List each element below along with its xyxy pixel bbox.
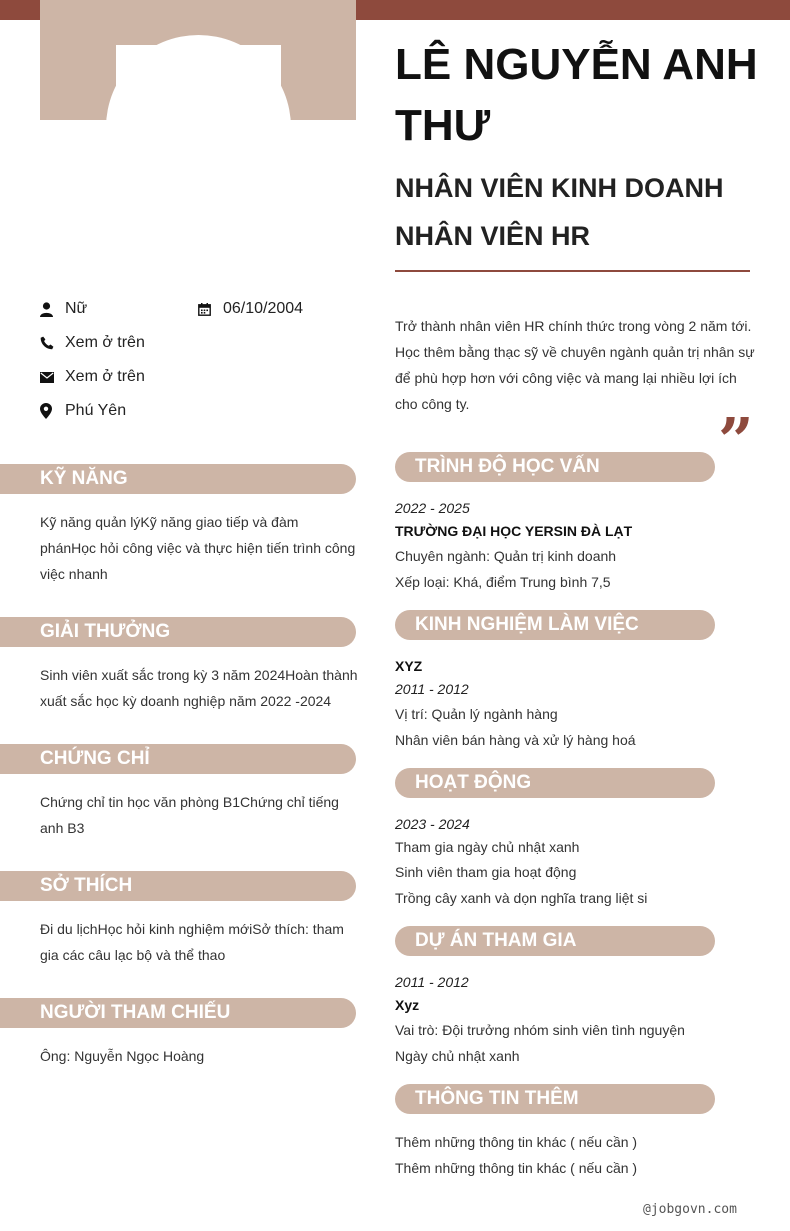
section-heading-certificates: CHỨNG CHỈ — [0, 744, 356, 774]
projects-description: Ngày chủ nhật xanh — [395, 1048, 520, 1064]
quote-icon: ” — [718, 404, 754, 477]
section-heading-experience: KINH NGHIỆM LÀM VIỆC — [395, 610, 715, 640]
projects-role: Vai trò: Đội trưởng nhóm sinh viên tình nguyện — [395, 1022, 685, 1038]
references-text: Ông: Nguyễn Ngọc Hoàng — [40, 1048, 205, 1064]
job-title-primary: NHÂN VIÊN KINH DOANH — [395, 173, 724, 203]
birthday-value: 06/10/2004 — [223, 300, 304, 317]
section-heading-skills: KỸ NĂNG — [0, 464, 356, 494]
additional-line: Thêm những thông tin khác ( nếu cần ) — [395, 1134, 638, 1150]
envelope-icon — [40, 372, 65, 383]
activities-period: 2023 - 2024 — [395, 816, 470, 832]
candidate-name: LÊ NGUYỄN ANH THƯ — [395, 40, 758, 150]
section-heading-projects: DỰ ÁN THAM GIA — [395, 926, 715, 956]
section-heading-education: TRÌNH ĐỘ HỌC VẤN — [395, 452, 715, 482]
activities-line: Trồng cây xanh và dọn nghĩa trang liệt si — [395, 890, 648, 906]
awards-text: Sinh viên xuất sắc trong kỳ 3 năm 2024Hoàn thành xuất sắc học kỳ doanh nghiệp năm 2022 -2024 — [40, 667, 358, 709]
phone-icon — [40, 336, 65, 350]
additional-line: Thêm những thông tin khác ( nếu cần ) — [395, 1160, 638, 1176]
user-icon — [40, 302, 65, 317]
education-major: Chuyên ngành: Quản trị kinh doanh — [395, 548, 617, 564]
skills-text: Kỹ năng quản lýKỹ năng giao tiếp và đàm phánHọc hỏi công việc và thực hiện tiến trình công việc nhanh — [40, 514, 356, 582]
info-email — [40, 367, 145, 387]
address-value: Phú Yên — [65, 402, 127, 419]
job-title-secondary: NHÂN VIÊN HR — [395, 221, 591, 251]
section-heading-hobbies: SỞ THÍCH — [0, 871, 356, 901]
education-grade: Xếp loại: Khá, điểm Trung bình 7,5 — [395, 574, 611, 590]
hobbies-text: Đi du lịchHọc hỏi kinh nghiệm mớiSở thích: tham gia các câu lạc bộ và thể thao — [40, 921, 344, 963]
header-divider — [395, 270, 750, 272]
phone-value: Xem ở trên — [65, 334, 145, 351]
projects-name: Xyz — [395, 997, 420, 1013]
info-gender — [40, 299, 87, 319]
section-heading-awards: GIẢI THƯỞNG — [0, 617, 356, 647]
projects-period: 2011 - 2012 — [395, 974, 469, 990]
info-phone — [40, 333, 145, 353]
education-period: 2022 - 2025 — [395, 500, 470, 516]
email-value: Xem ở trên — [65, 368, 145, 385]
experience-period: 2011 - 2012 — [395, 681, 469, 697]
info-address — [40, 401, 126, 421]
calendar-icon — [198, 303, 223, 316]
section-heading-references: NGƯỜI THAM CHIẾU — [0, 998, 356, 1028]
activities-line: Sinh viên tham gia hoạt động — [395, 864, 577, 880]
experience-company: XYZ — [395, 658, 423, 674]
info-birthday — [198, 299, 303, 319]
gender-value: Nữ — [65, 300, 88, 317]
section-heading-activities: HOẠT ĐỘNG — [395, 768, 715, 798]
avatar — [106, 35, 291, 220]
map-pin-icon — [40, 403, 65, 419]
experience-position: Vị trí: Quản lý ngành hàng — [395, 706, 558, 722]
career-objective: Trở thành nhân viên HR chính thức trong vòng 2 năm tới. Học thêm bằng thạc sỹ về chuyên ngành quản trị nhân sự để phù hợp hơn với công việc và mang lại nhiều lợi ích cho công ty. — [395, 318, 755, 412]
education-school: TRƯỜNG ĐẠI HỌC YERSIN ĐÀ LẠT — [395, 523, 633, 539]
section-heading-additional: THÔNG TIN THÊM — [395, 1084, 715, 1114]
certificates-text: Chứng chỉ tin học văn phòng B1Chứng chỉ tiếng anh B3 — [40, 794, 339, 836]
watermark: @jobgovn.com — [643, 1202, 737, 1217]
experience-description: Nhân viên bán hàng và xử lý hàng hoá — [395, 732, 636, 748]
activities-line: Tham gia ngày chủ nhật xanh — [395, 839, 580, 855]
